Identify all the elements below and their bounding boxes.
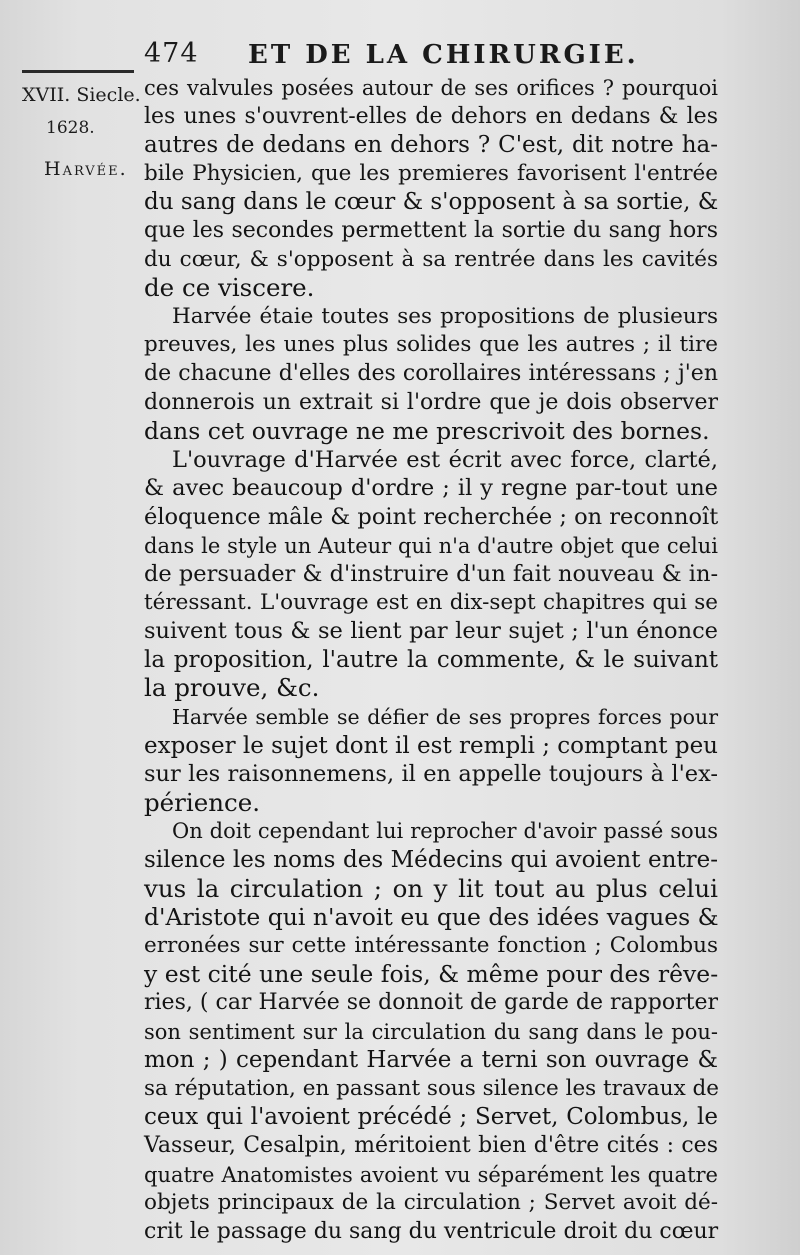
text-line: téressant. L'ouvrage est en dix-sept chapitres qui se	[144, 589, 718, 615]
running-title: ET DE LA CHIRURGIE.	[248, 40, 639, 70]
text-line: Harvée semble se défier de ses propres forces pour	[172, 705, 718, 730]
margin-note-year: 1628.	[46, 118, 95, 138]
text-line: & avec beaucoup d'ordre ; il y regne par-tout une	[144, 475, 718, 502]
text-line: On doit cependant lui reprocher d'avoir passé sous	[172, 819, 718, 844]
text-line: L'ouvrage d'Harvée est écrit avec force, clarté,	[172, 446, 718, 473]
text-line: ceux qui l'avoient précédé ; Servet, Colombus, le	[144, 1104, 718, 1131]
text-line: sur les raisonnemens, il en appelle toujours à l'ex-	[144, 761, 718, 788]
text-line: sa réputation, en passant sous silence les travaux de	[144, 1075, 720, 1101]
text-line: suivent tous & se lient par leur sujet ; l'un énonce	[144, 618, 718, 645]
text-line: mon ; ) cependant Harvée a terni son ouvrage &	[144, 1047, 718, 1074]
text-line: de persuader & d'instruire d'un fait nouveau & in-	[144, 561, 719, 588]
page-header	[140, 28, 740, 72]
text-line: de ce viscere.	[144, 273, 315, 303]
text-line: d'Aristote qui n'avoit eu que des idées vagues &	[144, 903, 719, 932]
text-line: objets principaux de la circulation ; Servet avoit dé-	[144, 1190, 718, 1216]
text-line: périence.	[144, 787, 261, 817]
page-number: 474	[144, 38, 199, 69]
text-line: silence les noms des Médecins qui avoient entre-	[144, 847, 718, 874]
text-line: ces valvules posées autour de ses orifices ? pourquoi	[144, 76, 718, 100]
margin-rule	[22, 70, 134, 73]
margin-note-century: XVII. Siecle.	[22, 84, 141, 106]
text-line: dans le style un Auteur qui n'a d'autre objet que celui	[144, 533, 718, 558]
text-line: la prouve, &c.	[144, 673, 320, 703]
text-line: y est cité une seule fois, & même pour des rêve-	[144, 960, 719, 989]
text-line: éloquence mâle & point recherchée ; on reconnoît	[144, 503, 719, 530]
body-text	[144, 74, 718, 1246]
text-line: bile Physicien, que les premieres favorisent l'entrée	[144, 160, 718, 186]
text-line: erronées sur cette intéressante fonction ; Colombus	[144, 932, 718, 958]
text-line: exposer le sujet dont il est rempli ; comptant peu	[144, 732, 718, 759]
text-line: du cœur, & s'opposent à sa rentrée dans les cavités	[144, 246, 718, 272]
margin-note-name: Harvée.	[44, 158, 128, 180]
text-line: Vasseur, Cesalpin, méritoient bien d'être cités : ces	[144, 1132, 718, 1158]
text-line: de chacune d'elles des corollaires intéressans ; j'en	[144, 360, 718, 386]
text-line: autres de dedans en dehors ? C'est, dit notre ha-	[144, 132, 718, 159]
text-line: preuves, les unes plus solides que les autres ; il tire	[144, 332, 718, 358]
text-line: ries, ( car Harvée se donnoit de garde de rapporter	[144, 990, 718, 1015]
text-line: son sentiment sur la circulation du sang dans le pou-	[144, 1019, 718, 1044]
text-line: la proposition, l'autre la commente, & le suivant	[144, 646, 718, 673]
text-line: que les secondes permettent la sortie du sang hors	[144, 217, 718, 243]
text-line: donnerois un extrait si l'ordre que je dois observer	[144, 389, 718, 415]
text-line: les unes s'ouvrent-elles de dehors en dedans & les	[144, 103, 718, 129]
text-line: du sang dans le cœur & s'opposent à sa sortie, &	[144, 189, 719, 216]
text-line: quatre Anatomistes avoient vu séparément les quatre	[144, 1162, 718, 1187]
text-line: Harvée étaie toutes ses propositions de plusieurs	[172, 303, 718, 329]
text-line: dans cet ouvrage ne me prescrivoit des bornes.	[144, 417, 710, 446]
text-line: vus la circulation ; on y lit tout au plus celui	[144, 873, 718, 903]
text-line: crit le passage du sang du ventricule droit du cœur	[144, 1218, 719, 1244]
